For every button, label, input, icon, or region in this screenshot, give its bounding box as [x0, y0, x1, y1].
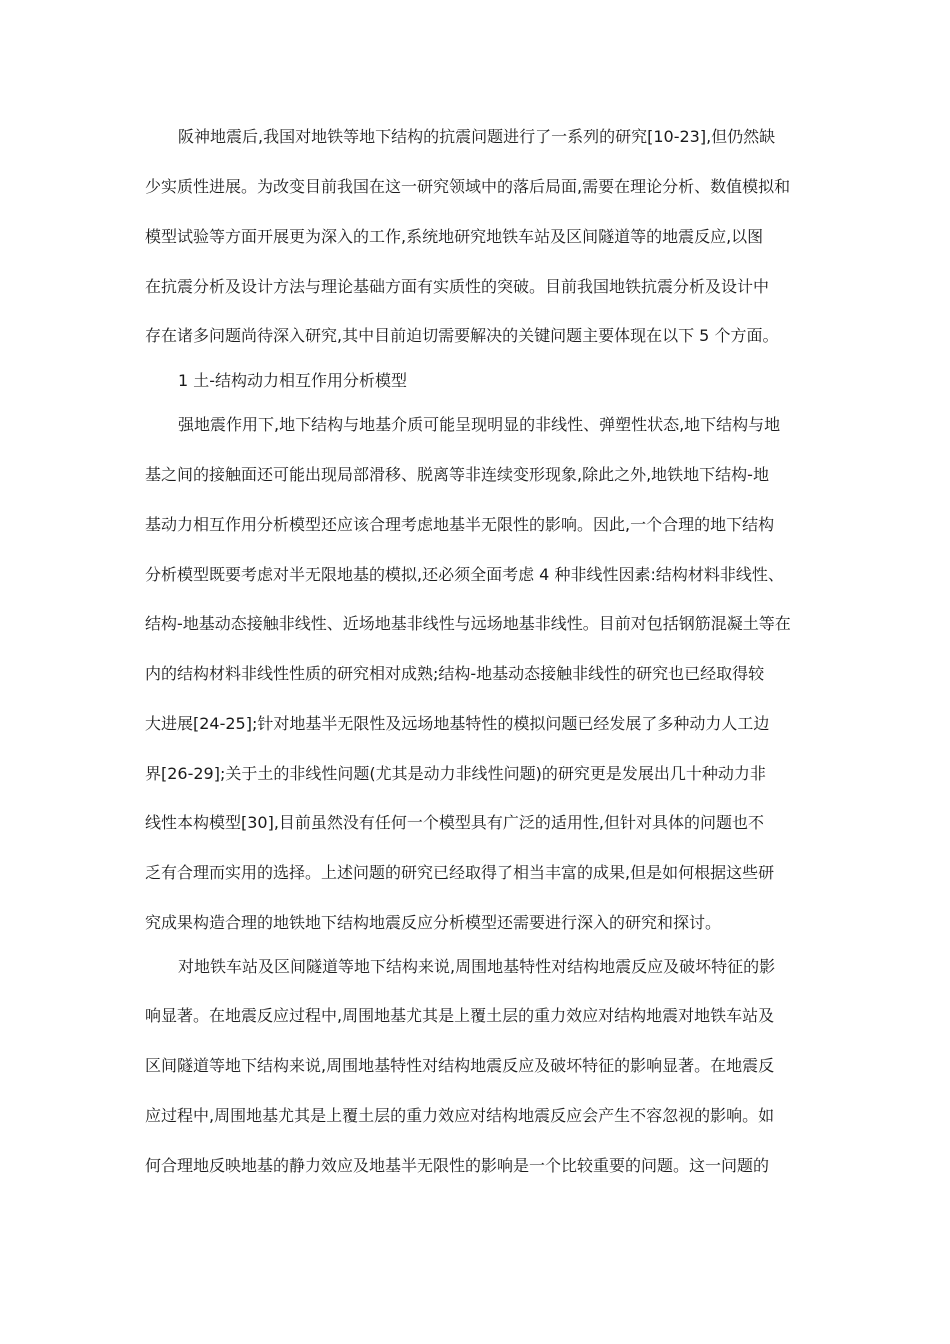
paragraph-2-line-3: 基动力相互作用分析模型还应该合理考虑地基半无限性的影响。因此,一个合理的地下结构: [145, 515, 775, 534]
paragraph-3-line-2: 响显著。在地震反应过程中,周围地基尤其是上覆土层的重力效应对结构地震对地铁车站及: [145, 1006, 775, 1025]
paragraph-2-line-6: 内的结构材料非线性性质的研究相对成熟;结构-地基动态接触非线性的研究也已经取得较: [145, 664, 765, 683]
paragraph-2-line-4: 分析模型既要考虑对半无限地基的模拟,还必须全面考虑 4 种非线性因素:结构材料非线性、: [145, 565, 784, 584]
paragraph-2-line-10: 乏有合理而实用的选择。上述问题的研究已经取得了相当丰富的成果,但是如何根据这些研: [145, 863, 775, 882]
paragraph-3-line-4: 应过程中,周围地基尤其是上覆土层的重力效应对结构地震反应会产生不容忽视的影响。如: [145, 1106, 775, 1125]
paragraph-2-line-5: 结构-地基动态接触非线性、近场地基非线性与远场地基非线性。目前对包括钢筋混凝土等在: [145, 614, 791, 633]
paragraph-1-line-3: 模型试验等方面开展更为深入的工作,系统地研究地铁车站及区间隧道等的地震反应,以图: [145, 227, 764, 246]
paragraph-1-line-5: 存在诸多问题尚待深入研究,其中目前迫切需要解决的关键问题主要体现在以下 5 个方面。: [145, 326, 779, 345]
paragraph-3-line-3: 区间隧道等地下结构来说,周围地基特性对结构地震反应及破坏特征的影响显著。在地震反: [145, 1056, 775, 1075]
paragraph-2-line-2: 基之间的接触面还可能出现局部滑移、脱离等非连续变形现象,除此之外,地铁地下结构-地: [145, 465, 769, 484]
paragraph-1-line-1: 阪神地震后,我国对地铁等地下结构的抗震问题进行了一系列的研究[10-23],但仍然缺: [178, 127, 776, 146]
paragraph-1-line-2: 少实质性进展。为改变目前我国在这一研究领域中的落后局面,需要在理论分析、数值模拟和: [145, 177, 791, 196]
paragraph-1-line-4: 在抗震分析及设计方法与理论基础方面有实质性的突破。目前我国地铁抗震分析及设计中: [145, 277, 770, 296]
section-heading: 1 土-结构动力相互作用分析模型: [178, 371, 408, 390]
paragraph-3-line-5: 何合理地反映地基的静力效应及地基半无限性的影响是一个比较重要的问题。这一问题的: [145, 1156, 770, 1175]
paragraph-3-line-1: 对地铁车站及区间隧道等地下结构来说,周围地基特性对结构地震反应及破坏特征的影: [178, 957, 776, 976]
paragraph-2-line-1: 强地震作用下,地下结构与地基介质可能呈现明显的非线性、弹塑性状态,地下结构与地: [178, 415, 781, 434]
paragraph-2-line-11: 究成果构造合理的地铁地下结构地震反应分析模型还需要进行深入的研究和探讨。: [145, 913, 722, 932]
paragraph-2-line-9: 线性本构模型[30],目前虽然没有任何一个模型具有广泛的适用性,但针对具体的问题也不: [145, 813, 765, 832]
paragraph-2-line-7: 大进展[24-25];针对地基半无限性及远场地基特性的模拟问题已经发展了多种动力人工边: [145, 714, 770, 733]
paragraph-2-line-8: 界[26-29];关于土的非线性问题(尤其是动力非线性问题)的研究更是发展出几十种动力非: [145, 764, 766, 783]
